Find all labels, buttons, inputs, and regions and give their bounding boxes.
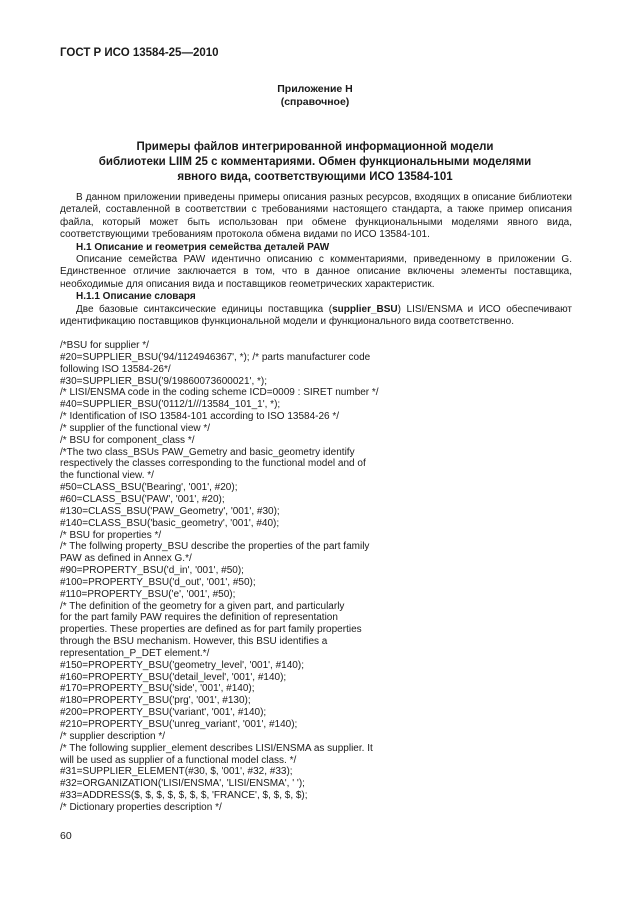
code-line: #210=PROPERTY_BSU('unreg_variant', '001', #140); — [60, 719, 298, 730]
section-h11-paragraph — [60, 304, 572, 329]
section-h1-paragraph: Описание семейства PAW идентично описанию с комментариями, приведенному в приложении G. Единственное отличие заключается в том, что в данное описание включены элементы поставщика, необходимые для описания вида и поставщиков геометрических характеристик. — [60, 254, 572, 290]
annex-title — [0, 140, 630, 185]
code-line: /* The follwing property_BSU describe the properties of the part family — [60, 541, 370, 553]
code-line: #160=PROPERTY_BSU('detail_level', '001', #140); — [60, 671, 287, 683]
code-line: for the part family PAW requires the definition of representation — [60, 612, 338, 624]
code-line: #170=PROPERTY_BSU('side', '001', #140); — [60, 683, 255, 695]
code-line: #100=PROPERTY_BSU('d_out', '001', #50); — [60, 576, 256, 588]
code-line: /* LISI/ENSMA code in the coding scheme ICD=0009 : SIRET number */ — [60, 387, 379, 399]
code-line: #33=ADDRESS($, $, $, $, $, $, $, 'FRANCE', $, $, $, $); — [60, 790, 308, 802]
code-line: /* BSU for properties */ — [60, 529, 162, 541]
title-line: явного вида, соответствующими ИСО 13584-101 — [177, 171, 453, 183]
code-line: PAW as defined in Annex G.*/ — [60, 553, 192, 565]
code-line: #200=PROPERTY_BSU('variant', '001', #140); — [60, 707, 267, 719]
code-line: #60=CLASS_BSU('PAW', '001', #20); — [60, 493, 225, 505]
code-line: /*BSU for supplier */ — [60, 340, 149, 351]
code-line: will be used as supplier of a functional model class. */ — [60, 754, 297, 766]
paragraph-text: Две базовые синтаксические единицы поставщика ( — [76, 303, 333, 315]
term-supplier-bsu: supplier_BSU — [332, 303, 398, 315]
code-line: the functional view. */ — [60, 470, 154, 482]
code-line: properties. These properties are defined as for part family properties — [60, 624, 362, 636]
code-line: #130=CLASS_BSU('PAW_Geometry', '001', #30); — [60, 505, 280, 517]
code-line: /*The two class_BSUs PAW_Gemetry and basic_geometry identify — [60, 446, 355, 458]
code-line: #30=SUPPLIER_BSU('9/19860073600021', *); — [60, 375, 268, 387]
title-line: Примеры файлов интегрированной информационной модели — [136, 141, 494, 153]
code-line: following ISO 13584-26*/ — [60, 363, 171, 375]
code-line: #150=PROPERTY_BSU('geometry_level', '001', #140); — [60, 659, 304, 671]
body-text — [60, 192, 572, 328]
code-line: #90=PROPERTY_BSU('d_in', '001', #50); — [60, 565, 244, 577]
code-line: #40=SUPPLIER_BSU('0112/1///13584_101_1', *); — [60, 399, 281, 411]
code-line: representation_P_DET element.*/ — [60, 647, 210, 659]
code-line: #31=SUPPLIER_ELEMENT(#30, $, '001', #32, #33); — [60, 766, 293, 778]
code-line: /* The definition of the geometry for a given part, and particularly — [60, 600, 345, 612]
code-line: through the BSU mechanism. However, this BSU identifies a — [60, 636, 328, 648]
code-line: /* supplier description */ — [60, 730, 166, 742]
page-number: 60 — [60, 830, 72, 842]
code-line: /* supplier of the functional view */ — [60, 422, 211, 434]
annex-label: Приложение Н — [277, 83, 353, 95]
code-line: #110=PROPERTY_BSU('e', '001', #50); — [60, 588, 236, 600]
code-line: /* Dictionary properties description */ — [60, 801, 222, 813]
annex-block — [0, 83, 630, 109]
code-line: #180=PROPERTY_BSU('prg', '001', #130); — [60, 695, 251, 707]
code-line: #140=CLASS_BSU('basic_geometry', '001', #40); — [60, 517, 280, 529]
title-line: библиотеки LIIM 25 с комментариями. Обмен функциональными моделями — [98, 156, 532, 168]
code-listing — [60, 340, 580, 814]
intro-paragraph: В данном приложении приведены примеры описания разных ресурсов, входящих в описание библиотеки деталей, составленной в соответствии с требованиями настоящего стандарта, а также пример описания файла, который может быть использован при обмене функциональными моделями явного вида, соответствующими требованиям протокола обмена видами по ИСО 13584-101. — [60, 192, 572, 241]
code-line: /* Identification of ISO 13584-101 according to ISO 13584-26 */ — [60, 411, 340, 423]
code-line: /* The following supplier_element describes LISI/ENSMA as supplier. It — [60, 742, 373, 754]
code-line: #32=ORGANIZATION('LISI/ENSMA', 'LISI/ENSMA', ' '); — [60, 778, 305, 790]
document-header: ГОСТ Р ИСО 13584-25—2010 — [60, 47, 219, 59]
code-line: respectively the classes corresponding to the functional model and of — [60, 458, 366, 470]
code-line: /* BSU for component_class */ — [60, 434, 195, 446]
section-h1-heading: Н.1 Описание и геометрия семейства деталей PAW — [76, 241, 330, 253]
paragraph-text: ) LISI/ENSMA и ИСО обеспечивают идентификацию поставщиков функциональной модели и функционального вида соответственно. — [60, 303, 572, 328]
section-h11-heading: Н.1.1 Описание словаря — [76, 291, 196, 303]
code-line: #50=CLASS_BSU('Bearing', '001', #20); — [60, 482, 238, 494]
code-line: #20=SUPPLIER_BSU('94/1124946367', *); /* parts manufacturer code — [60, 351, 371, 363]
annex-kind: (справочное) — [280, 96, 350, 108]
